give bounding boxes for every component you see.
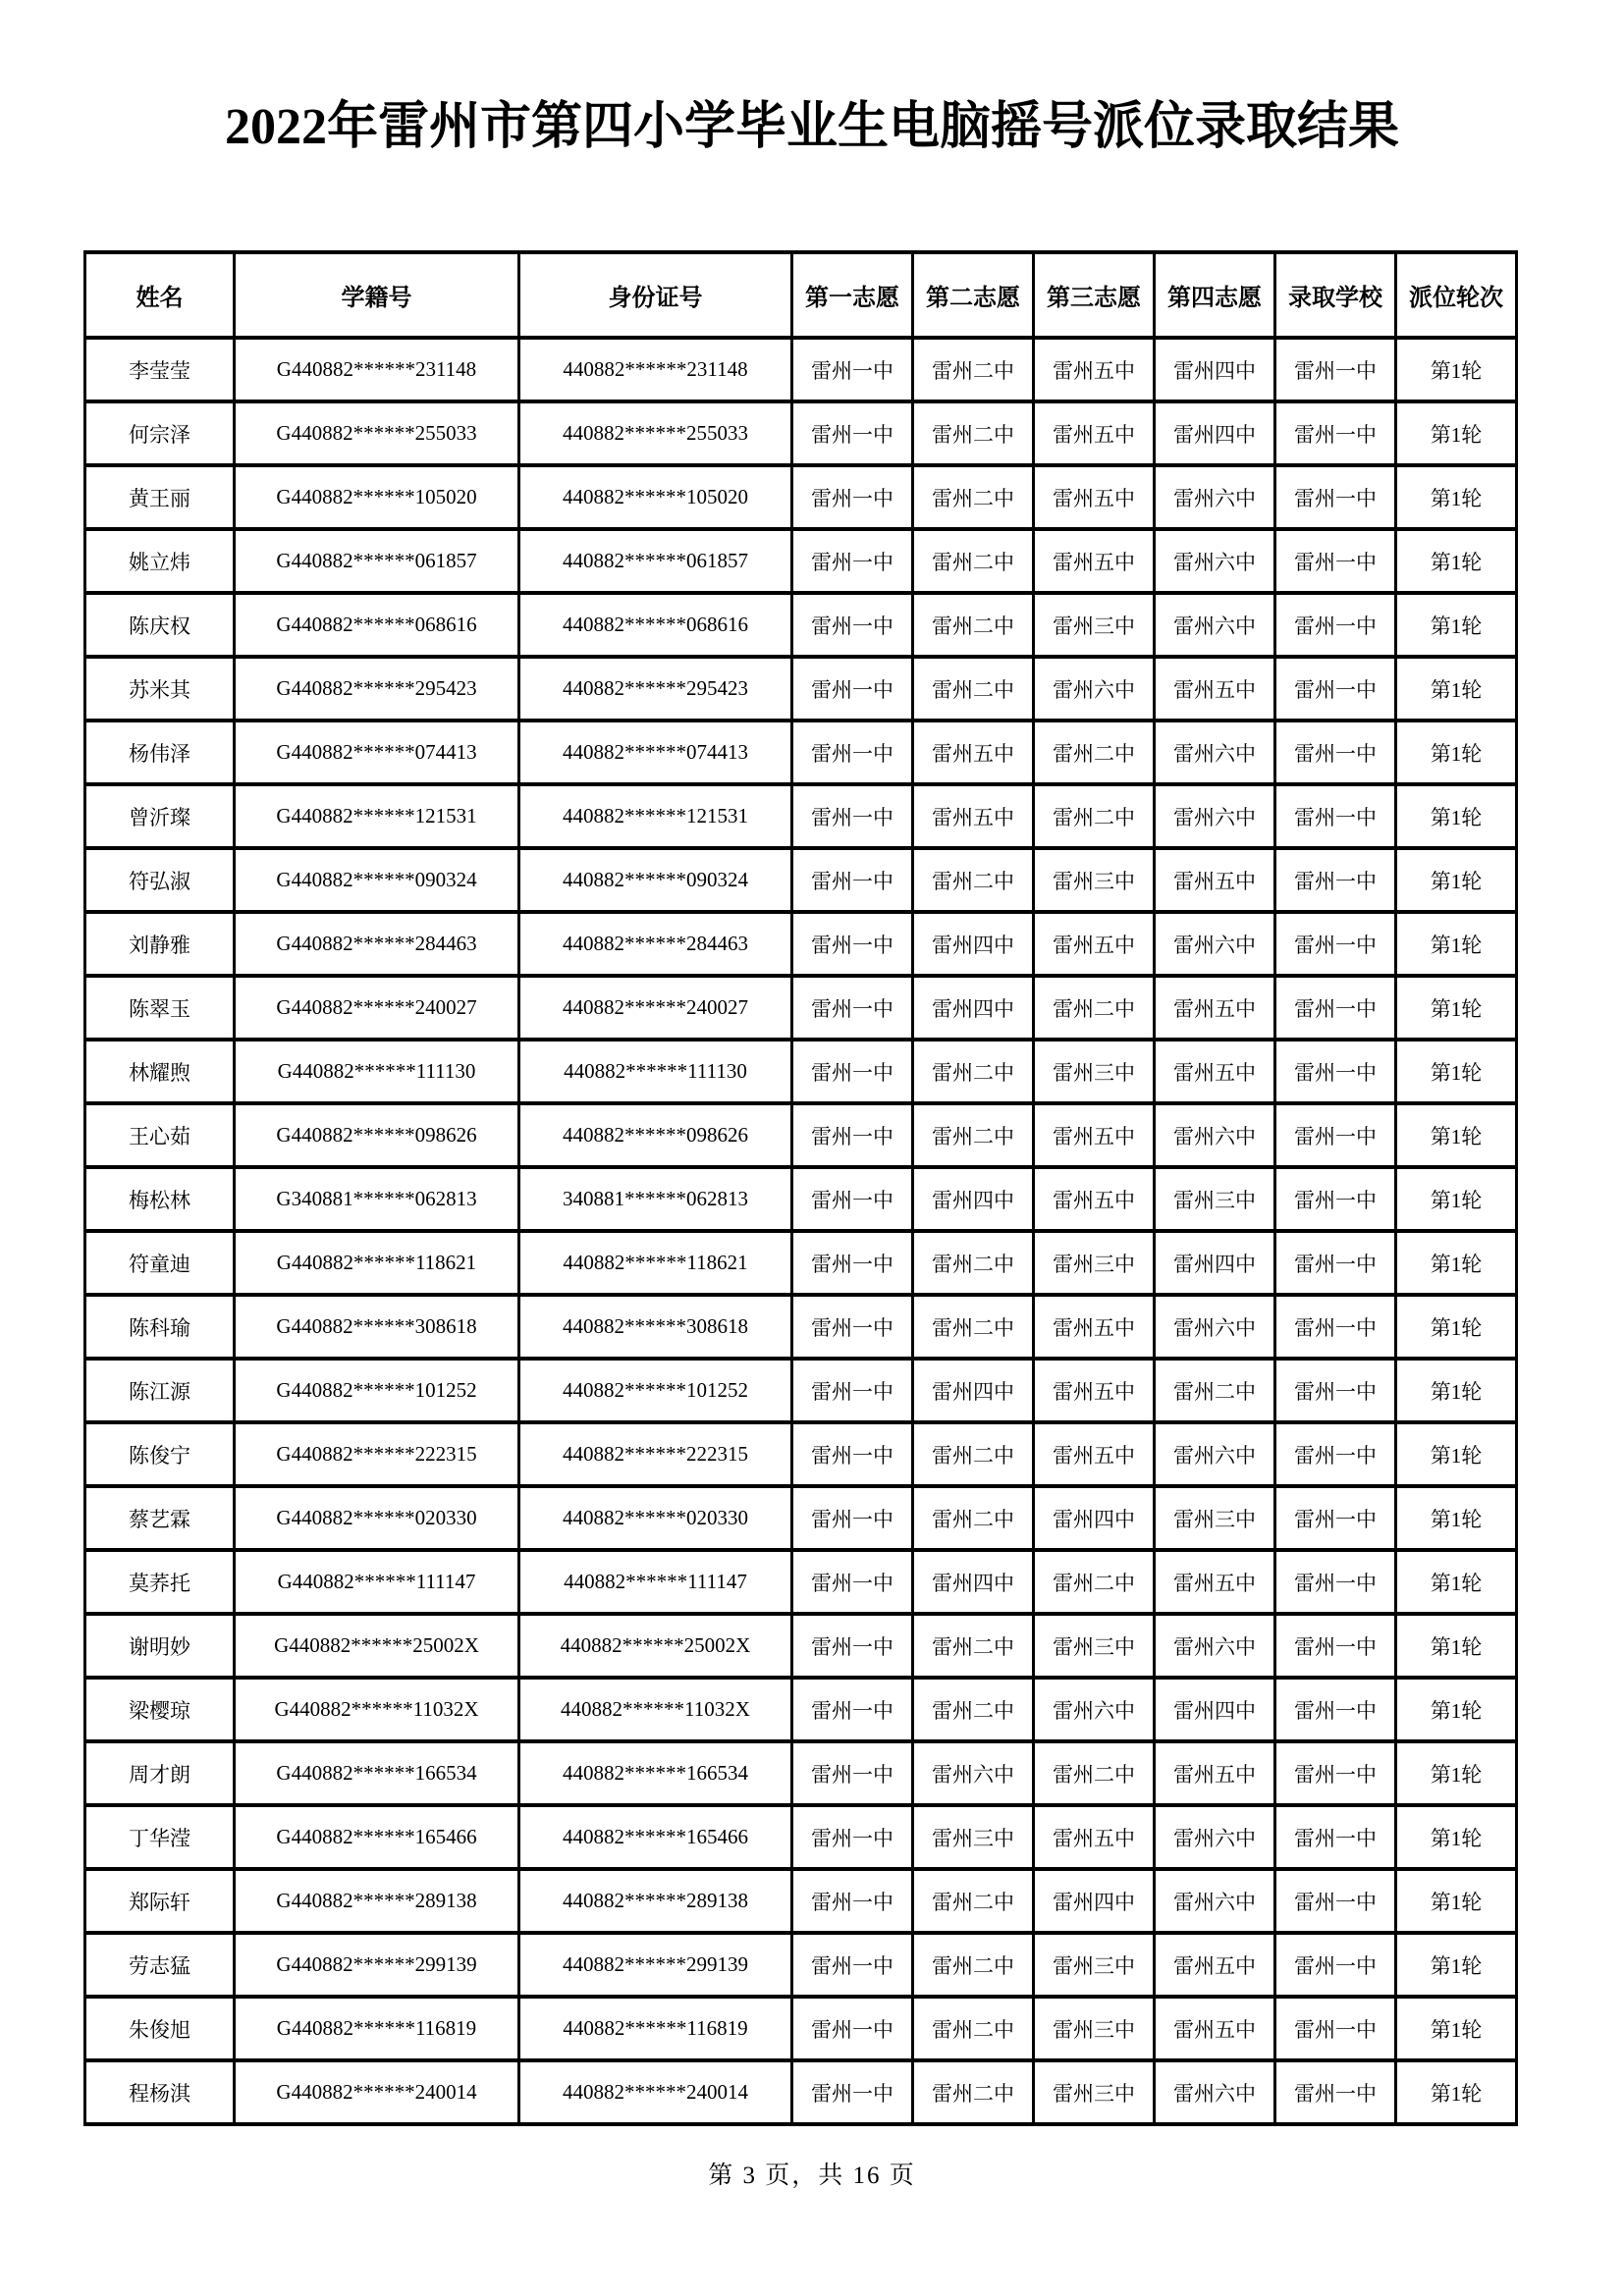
- cell-admitted-school: 雷州一中: [1275, 657, 1396, 721]
- cell-name: 梅松林: [85, 1167, 235, 1231]
- cell-choice-1: 雷州一中: [792, 529, 913, 593]
- cell-id-number: 440882******105020: [519, 465, 792, 529]
- cell-name: 黄王丽: [85, 465, 235, 529]
- column-header-choice-1: 第一志愿: [792, 252, 913, 338]
- cell-choice-1: 雷州一中: [792, 338, 913, 401]
- cell-choice-4: 雷州六中: [1155, 529, 1275, 593]
- cell-choice-4: 雷州五中: [1155, 976, 1275, 1040]
- cell-student-id: G440882******074413: [235, 721, 519, 784]
- column-header-id-number: 身份证号: [519, 252, 792, 338]
- cell-student-id: G440882******118621: [235, 1231, 519, 1295]
- cell-id-number: 440882******121531: [519, 784, 792, 848]
- cell-choice-1: 雷州一中: [792, 593, 913, 657]
- cell-admitted-school: 雷州一中: [1275, 465, 1396, 529]
- table-row: [85, 848, 1517, 912]
- cell-round: 第1轮: [1396, 1933, 1517, 1997]
- cell-choice-3: 雷州五中: [1034, 1422, 1155, 1486]
- cell-id-number: 440882******111147: [519, 1550, 792, 1614]
- cell-choice-4: 雷州六中: [1155, 912, 1275, 976]
- cell-id-number: 440882******061857: [519, 529, 792, 593]
- cell-student-id: G440882******240027: [235, 976, 519, 1040]
- cell-admitted-school: 雷州一中: [1275, 1167, 1396, 1231]
- table-row: [85, 401, 1517, 465]
- cell-admitted-school: 雷州一中: [1275, 1040, 1396, 1103]
- cell-admitted-school: 雷州一中: [1275, 1678, 1396, 1741]
- cell-name: 程杨淇: [85, 2060, 235, 2124]
- cell-name: 王心茹: [85, 1103, 235, 1167]
- cell-admitted-school: 雷州一中: [1275, 1614, 1396, 1678]
- column-header-round: 派位轮次: [1396, 252, 1517, 338]
- cell-id-number: 440882******231148: [519, 338, 792, 401]
- cell-choice-1: 雷州一中: [792, 721, 913, 784]
- cell-student-id: G440882******116819: [235, 1997, 519, 2060]
- cell-choice-2: 雷州二中: [913, 465, 1034, 529]
- table-row: [85, 784, 1517, 848]
- cell-choice-2: 雷州二中: [913, 1933, 1034, 1997]
- cell-student-id: G440882******101252: [235, 1359, 519, 1422]
- cell-choice-2: 雷州二中: [913, 1678, 1034, 1741]
- cell-admitted-school: 雷州一中: [1275, 1231, 1396, 1295]
- page-number: 第 3 页，共 16 页: [708, 2163, 916, 2189]
- cell-choice-2: 雷州二中: [913, 1869, 1034, 1933]
- cell-student-id: G440882******061857: [235, 529, 519, 593]
- cell-admitted-school: 雷州一中: [1275, 848, 1396, 912]
- cell-choice-1: 雷州一中: [792, 1869, 913, 1933]
- cell-admitted-school: 雷州一中: [1275, 1359, 1396, 1422]
- cell-choice-3: 雷州三中: [1034, 848, 1155, 912]
- cell-admitted-school: 雷州一中: [1275, 338, 1396, 401]
- cell-student-id: G440882******308618: [235, 1295, 519, 1359]
- page-title: 2022年雷州市第四小学毕业生电脑摇号派位录取结果: [224, 99, 1399, 155]
- cell-choice-1: 雷州一中: [792, 1167, 913, 1231]
- cell-choice-4: 雷州五中: [1155, 1741, 1275, 1805]
- cell-choice-1: 雷州一中: [792, 1422, 913, 1486]
- cell-student-id: G440882******284463: [235, 912, 519, 976]
- table-row: [85, 1167, 1517, 1231]
- cell-round: 第1轮: [1396, 1167, 1517, 1231]
- table-row: [85, 338, 1517, 401]
- cell-choice-1: 雷州一中: [792, 401, 913, 465]
- cell-student-id: G440882******165466: [235, 1805, 519, 1869]
- cell-choice-4: 雷州六中: [1155, 784, 1275, 848]
- cell-choice-2: 雷州五中: [913, 784, 1034, 848]
- table-row: [85, 976, 1517, 1040]
- cell-round: 第1轮: [1396, 1295, 1517, 1359]
- cell-admitted-school: 雷州一中: [1275, 1422, 1396, 1486]
- cell-student-id: G440882******068616: [235, 593, 519, 657]
- table-header-row: [85, 252, 1517, 338]
- cell-choice-2: 雷州二中: [913, 1997, 1034, 2060]
- cell-name: 朱俊旭: [85, 1997, 235, 2060]
- cell-id-number: 440882******25002X: [519, 1614, 792, 1678]
- table-row: [85, 1295, 1517, 1359]
- cell-choice-2: 雷州二中: [913, 529, 1034, 593]
- cell-id-number: 440882******11032X: [519, 1678, 792, 1741]
- cell-name: 陈翠玉: [85, 976, 235, 1040]
- cell-name: 蔡艺霖: [85, 1486, 235, 1550]
- cell-choice-4: 雷州四中: [1155, 401, 1275, 465]
- column-header-admitted-school: 录取学校: [1275, 252, 1396, 338]
- cell-round: 第1轮: [1396, 1422, 1517, 1486]
- cell-id-number: 440882******240014: [519, 2060, 792, 2124]
- cell-name: 李莹莹: [85, 338, 235, 401]
- cell-choice-2: 雷州四中: [913, 1167, 1034, 1231]
- cell-round: 第1轮: [1396, 401, 1517, 465]
- cell-round: 第1轮: [1396, 529, 1517, 593]
- cell-id-number: 440882******118621: [519, 1231, 792, 1295]
- cell-id-number: 440882******090324: [519, 848, 792, 912]
- cell-choice-1: 雷州一中: [792, 1231, 913, 1295]
- cell-choice-3: 雷州五中: [1034, 1805, 1155, 1869]
- cell-admitted-school: 雷州一中: [1275, 1103, 1396, 1167]
- cell-choice-2: 雷州二中: [913, 1422, 1034, 1486]
- cell-choice-2: 雷州二中: [913, 2060, 1034, 2124]
- cell-choice-4: 雷州六中: [1155, 1614, 1275, 1678]
- cell-admitted-school: 雷州一中: [1275, 721, 1396, 784]
- cell-admitted-school: 雷州一中: [1275, 1295, 1396, 1359]
- cell-choice-2: 雷州五中: [913, 721, 1034, 784]
- cell-admitted-school: 雷州一中: [1275, 2060, 1396, 2124]
- table-body: [85, 338, 1517, 2124]
- table-row: [85, 529, 1517, 593]
- cell-choice-4: 雷州六中: [1155, 593, 1275, 657]
- column-header-choice-2: 第二志愿: [913, 252, 1034, 338]
- cell-id-number: 340881******062813: [519, 1167, 792, 1231]
- cell-name: 陈江源: [85, 1359, 235, 1422]
- table-row: [85, 1040, 1517, 1103]
- cell-admitted-school: 雷州一中: [1275, 1869, 1396, 1933]
- cell-choice-4: 雷州六中: [1155, 1295, 1275, 1359]
- cell-student-id: G440882******090324: [235, 848, 519, 912]
- cell-round: 第1轮: [1396, 465, 1517, 529]
- cell-admitted-school: 雷州一中: [1275, 784, 1396, 848]
- cell-choice-1: 雷州一中: [792, 1550, 913, 1614]
- cell-choice-3: 雷州五中: [1034, 1295, 1155, 1359]
- cell-name: 符弘淑: [85, 848, 235, 912]
- cell-choice-1: 雷州一中: [792, 2060, 913, 2124]
- cell-student-id: G440882******020330: [235, 1486, 519, 1550]
- column-header-choice-3: 第三志愿: [1034, 252, 1155, 338]
- cell-choice-1: 雷州一中: [792, 1040, 913, 1103]
- cell-choice-1: 雷州一中: [792, 1486, 913, 1550]
- cell-student-id: G440882******231148: [235, 338, 519, 401]
- cell-round: 第1轮: [1396, 1550, 1517, 1614]
- cell-round: 第1轮: [1396, 2060, 1517, 2124]
- cell-choice-2: 雷州二中: [913, 1295, 1034, 1359]
- cell-id-number: 440882******165466: [519, 1805, 792, 1869]
- cell-choice-4: 雷州五中: [1155, 1550, 1275, 1614]
- cell-name: 刘静雅: [85, 912, 235, 976]
- cell-round: 第1轮: [1396, 784, 1517, 848]
- cell-round: 第1轮: [1396, 721, 1517, 784]
- cell-student-id: G440882******111147: [235, 1550, 519, 1614]
- cell-choice-4: 雷州六中: [1155, 1805, 1275, 1869]
- cell-choice-4: 雷州五中: [1155, 1040, 1275, 1103]
- cell-id-number: 440882******240027: [519, 976, 792, 1040]
- cell-name: 陈科瑜: [85, 1295, 235, 1359]
- cell-choice-2: 雷州三中: [913, 1805, 1034, 1869]
- cell-choice-1: 雷州一中: [792, 1359, 913, 1422]
- cell-round: 第1轮: [1396, 1678, 1517, 1741]
- cell-choice-1: 雷州一中: [792, 1933, 913, 1997]
- cell-name: 苏米其: [85, 657, 235, 721]
- cell-name: 何宗泽: [85, 401, 235, 465]
- cell-choice-4: 雷州六中: [1155, 2060, 1275, 2124]
- cell-choice-1: 雷州一中: [792, 1997, 913, 2060]
- cell-choice-3: 雷州三中: [1034, 1933, 1155, 1997]
- cell-choice-1: 雷州一中: [792, 976, 913, 1040]
- cell-name: 莫荞托: [85, 1550, 235, 1614]
- cell-student-id: G340881******062813: [235, 1167, 519, 1231]
- cell-admitted-school: 雷州一中: [1275, 1486, 1396, 1550]
- cell-round: 第1轮: [1396, 338, 1517, 401]
- cell-choice-1: 雷州一中: [792, 848, 913, 912]
- cell-round: 第1轮: [1396, 1805, 1517, 1869]
- cell-choice-2: 雷州二中: [913, 1040, 1034, 1103]
- cell-id-number: 440882******116819: [519, 1997, 792, 2060]
- cell-id-number: 440882******098626: [519, 1103, 792, 1167]
- cell-name: 劳志猛: [85, 1933, 235, 1997]
- table-row: [85, 1678, 1517, 1741]
- table-row: [85, 593, 1517, 657]
- cell-choice-4: 雷州五中: [1155, 1997, 1275, 2060]
- cell-name: 曾沂璨: [85, 784, 235, 848]
- table-row: [85, 1997, 1517, 2060]
- cell-round: 第1轮: [1396, 1359, 1517, 1422]
- cell-admitted-school: 雷州一中: [1275, 401, 1396, 465]
- cell-choice-2: 雷州二中: [913, 593, 1034, 657]
- cell-id-number: 440882******020330: [519, 1486, 792, 1550]
- cell-choice-3: 雷州三中: [1034, 2060, 1155, 2124]
- column-header-student-id: 学籍号: [235, 252, 519, 338]
- cell-student-id: G440882******255033: [235, 401, 519, 465]
- cell-choice-3: 雷州四中: [1034, 1869, 1155, 1933]
- table-row: [85, 1103, 1517, 1167]
- cell-name: 杨伟泽: [85, 721, 235, 784]
- table-row: [85, 2060, 1517, 2124]
- cell-choice-1: 雷州一中: [792, 1741, 913, 1805]
- cell-round: 第1轮: [1396, 912, 1517, 976]
- cell-name: 郑际轩: [85, 1869, 235, 1933]
- cell-round: 第1轮: [1396, 657, 1517, 721]
- cell-name: 梁樱琼: [85, 1678, 235, 1741]
- cell-round: 第1轮: [1396, 1741, 1517, 1805]
- cell-choice-1: 雷州一中: [792, 1295, 913, 1359]
- table-row: [85, 1422, 1517, 1486]
- cell-choice-2: 雷州二中: [913, 848, 1034, 912]
- cell-admitted-school: 雷州一中: [1275, 912, 1396, 976]
- cell-choice-2: 雷州二中: [913, 657, 1034, 721]
- cell-id-number: 440882******295423: [519, 657, 792, 721]
- cell-choice-3: 雷州三中: [1034, 593, 1155, 657]
- cell-admitted-school: 雷州一中: [1275, 1550, 1396, 1614]
- cell-choice-2: 雷州四中: [913, 976, 1034, 1040]
- cell-student-id: G440882******240014: [235, 2060, 519, 2124]
- cell-round: 第1轮: [1396, 1997, 1517, 2060]
- cell-choice-4: 雷州二中: [1155, 1359, 1275, 1422]
- cell-choice-4: 雷州四中: [1155, 1678, 1275, 1741]
- cell-choice-3: 雷州五中: [1034, 912, 1155, 976]
- results-table: [83, 250, 1518, 2126]
- table-row: [85, 1359, 1517, 1422]
- cell-id-number: 440882******101252: [519, 1359, 792, 1422]
- cell-choice-3: 雷州三中: [1034, 1231, 1155, 1295]
- table-row: [85, 1614, 1517, 1678]
- cell-choice-3: 雷州五中: [1034, 465, 1155, 529]
- cell-round: 第1轮: [1396, 976, 1517, 1040]
- cell-choice-3: 雷州五中: [1034, 1167, 1155, 1231]
- cell-id-number: 440882******284463: [519, 912, 792, 976]
- cell-choice-1: 雷州一中: [792, 912, 913, 976]
- cell-id-number: 440882******111130: [519, 1040, 792, 1103]
- cell-choice-3: 雷州二中: [1034, 721, 1155, 784]
- cell-choice-2: 雷州二中: [913, 1486, 1034, 1550]
- cell-student-id: G440882******105020: [235, 465, 519, 529]
- cell-student-id: G440882******299139: [235, 1933, 519, 1997]
- cell-admitted-school: 雷州一中: [1275, 1805, 1396, 1869]
- cell-choice-2: 雷州二中: [913, 338, 1034, 401]
- cell-round: 第1轮: [1396, 1040, 1517, 1103]
- cell-name: 周才朗: [85, 1741, 235, 1805]
- cell-choice-3: 雷州五中: [1034, 401, 1155, 465]
- cell-admitted-school: 雷州一中: [1275, 1741, 1396, 1805]
- table-row: [85, 657, 1517, 721]
- cell-student-id: G440882******289138: [235, 1869, 519, 1933]
- table-row: [85, 912, 1517, 976]
- cell-choice-3: 雷州三中: [1034, 1040, 1155, 1103]
- table-row: [85, 465, 1517, 529]
- column-header-name: 姓名: [85, 252, 235, 338]
- cell-id-number: 440882******074413: [519, 721, 792, 784]
- cell-name: 谢明妙: [85, 1614, 235, 1678]
- cell-student-id: G440882******25002X: [235, 1614, 519, 1678]
- cell-student-id: G440882******098626: [235, 1103, 519, 1167]
- cell-name: 陈俊宁: [85, 1422, 235, 1486]
- table-row: [85, 1933, 1517, 1997]
- cell-choice-4: 雷州三中: [1155, 1167, 1275, 1231]
- table-row: [85, 1741, 1517, 1805]
- cell-choice-3: 雷州二中: [1034, 784, 1155, 848]
- cell-name: 姚立炜: [85, 529, 235, 593]
- cell-choice-3: 雷州六中: [1034, 657, 1155, 721]
- cell-choice-3: 雷州二中: [1034, 1550, 1155, 1614]
- table-row: [85, 1869, 1517, 1933]
- cell-choice-4: 雷州四中: [1155, 1231, 1275, 1295]
- cell-choice-2: 雷州四中: [913, 1550, 1034, 1614]
- cell-round: 第1轮: [1396, 848, 1517, 912]
- cell-choice-1: 雷州一中: [792, 657, 913, 721]
- cell-choice-2: 雷州二中: [913, 1231, 1034, 1295]
- cell-round: 第1轮: [1396, 593, 1517, 657]
- cell-name: 符童迪: [85, 1231, 235, 1295]
- cell-choice-4: 雷州六中: [1155, 1422, 1275, 1486]
- cell-choice-1: 雷州一中: [792, 784, 913, 848]
- cell-id-number: 440882******289138: [519, 1869, 792, 1933]
- cell-choice-4: 雷州三中: [1155, 1486, 1275, 1550]
- table-row: [85, 1550, 1517, 1614]
- cell-choice-2: 雷州六中: [913, 1741, 1034, 1805]
- cell-student-id: G440882******11032X: [235, 1678, 519, 1741]
- cell-choice-3: 雷州五中: [1034, 529, 1155, 593]
- cell-id-number: 440882******068616: [519, 593, 792, 657]
- cell-choice-3: 雷州五中: [1034, 338, 1155, 401]
- cell-choice-3: 雷州二中: [1034, 976, 1155, 1040]
- cell-round: 第1轮: [1396, 1103, 1517, 1167]
- cell-round: 第1轮: [1396, 1869, 1517, 1933]
- cell-choice-2: 雷州四中: [913, 912, 1034, 976]
- cell-student-id: G440882******166534: [235, 1741, 519, 1805]
- table-row: [85, 1231, 1517, 1295]
- cell-admitted-school: 雷州一中: [1275, 529, 1396, 593]
- cell-name: 陈庆权: [85, 593, 235, 657]
- cell-student-id: G440882******111130: [235, 1040, 519, 1103]
- cell-choice-1: 雷州一中: [792, 1614, 913, 1678]
- cell-student-id: G440882******121531: [235, 784, 519, 848]
- cell-choice-2: 雷州二中: [913, 1103, 1034, 1167]
- cell-choice-2: 雷州四中: [913, 1359, 1034, 1422]
- cell-choice-4: 雷州六中: [1155, 465, 1275, 529]
- column-header-choice-4: 第四志愿: [1155, 252, 1275, 338]
- cell-admitted-school: 雷州一中: [1275, 976, 1396, 1040]
- cell-id-number: 440882******299139: [519, 1933, 792, 1997]
- cell-choice-4: 雷州五中: [1155, 848, 1275, 912]
- cell-student-id: G440882******222315: [235, 1422, 519, 1486]
- cell-choice-3: 雷州五中: [1034, 1359, 1155, 1422]
- cell-id-number: 440882******166534: [519, 1741, 792, 1805]
- cell-choice-4: 雷州五中: [1155, 1933, 1275, 1997]
- cell-id-number: 440882******222315: [519, 1422, 792, 1486]
- cell-choice-4: 雷州四中: [1155, 338, 1275, 401]
- cell-admitted-school: 雷州一中: [1275, 593, 1396, 657]
- cell-choice-1: 雷州一中: [792, 1103, 913, 1167]
- cell-round: 第1轮: [1396, 1614, 1517, 1678]
- cell-choice-4: 雷州六中: [1155, 721, 1275, 784]
- cell-choice-4: 雷州五中: [1155, 657, 1275, 721]
- cell-choice-2: 雷州二中: [913, 1614, 1034, 1678]
- cell-admitted-school: 雷州一中: [1275, 1997, 1396, 2060]
- table-row: [85, 1805, 1517, 1869]
- cell-id-number: 440882******255033: [519, 401, 792, 465]
- table-row: [85, 1486, 1517, 1550]
- cell-student-id: G440882******295423: [235, 657, 519, 721]
- cell-choice-1: 雷州一中: [792, 1805, 913, 1869]
- table-row: [85, 721, 1517, 784]
- cell-choice-3: 雷州三中: [1034, 1614, 1155, 1678]
- cell-choice-2: 雷州二中: [913, 401, 1034, 465]
- cell-name: 丁华滢: [85, 1805, 235, 1869]
- cell-choice-4: 雷州六中: [1155, 1103, 1275, 1167]
- cell-id-number: 440882******308618: [519, 1295, 792, 1359]
- cell-choice-4: 雷州六中: [1155, 1869, 1275, 1933]
- cell-choice-3: 雷州六中: [1034, 1678, 1155, 1741]
- cell-choice-3: 雷州四中: [1034, 1486, 1155, 1550]
- cell-choice-1: 雷州一中: [792, 465, 913, 529]
- cell-choice-1: 雷州一中: [792, 1678, 913, 1741]
- cell-choice-3: 雷州五中: [1034, 1103, 1155, 1167]
- cell-name: 林耀煦: [85, 1040, 235, 1103]
- cell-choice-3: 雷州二中: [1034, 1741, 1155, 1805]
- cell-choice-3: 雷州三中: [1034, 1997, 1155, 2060]
- cell-admitted-school: 雷州一中: [1275, 1933, 1396, 1997]
- cell-round: 第1轮: [1396, 1231, 1517, 1295]
- cell-round: 第1轮: [1396, 1486, 1517, 1550]
